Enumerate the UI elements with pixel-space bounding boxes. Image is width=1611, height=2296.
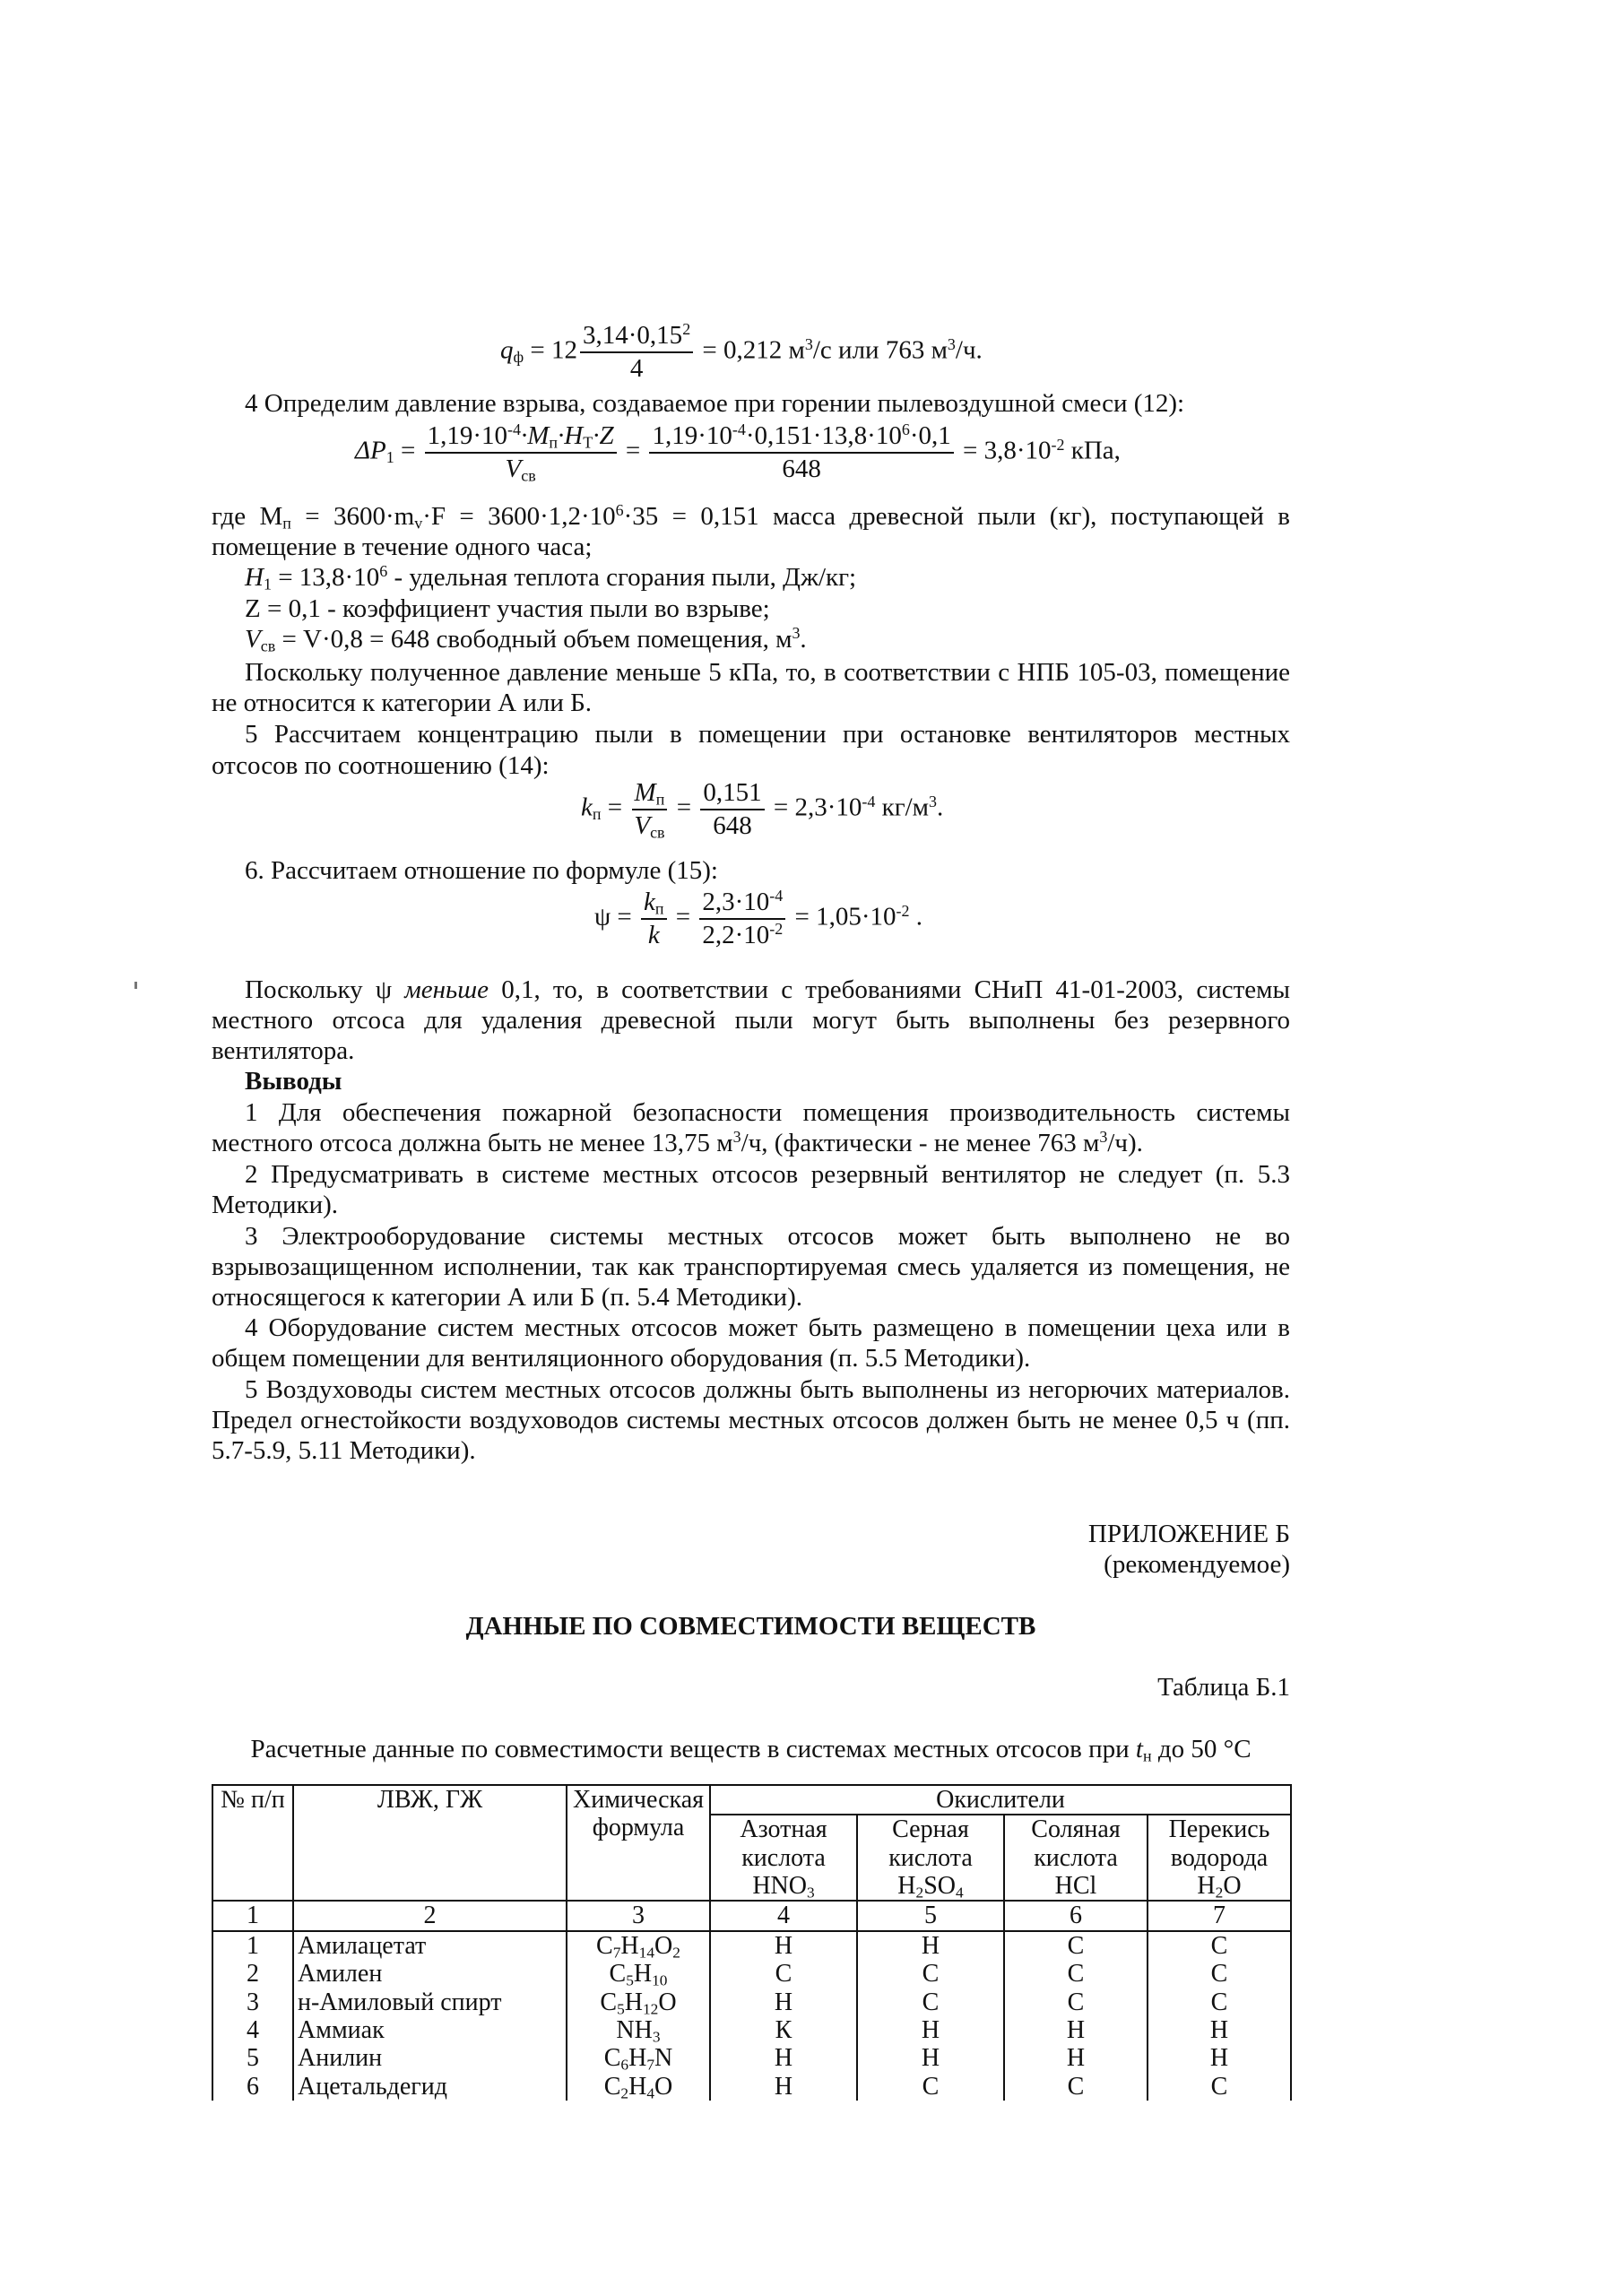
chemical-formula: $C_5H_{10}$	[567, 1960, 710, 1988]
row-number: 5	[212, 2044, 293, 2072]
fraction: $\frac{M_п}{V_{св}}$	[631, 778, 667, 841]
chemical-formula: $NH_3$	[567, 2016, 710, 2044]
col-number: 3	[567, 1901, 710, 1930]
compat-sulfuric: Н	[857, 2044, 1004, 2072]
compatibility-table	[212, 1784, 1292, 2101]
compat-peroxide: Н	[1148, 2044, 1291, 2072]
step-4-text: 4 Определим давление взрыва, создаваемое при горении пылевоздушной смеси (12):	[245, 389, 1185, 418]
chemical-formula: $C_2H_4O$	[567, 2073, 710, 2101]
header-hydrochloric-acid: Соляная кислота HCl	[1004, 1815, 1148, 1901]
compat-peroxide: С	[1148, 1960, 1291, 1988]
conclusion-3-line-3: относящегося к категории А или Б (п. 5.4 Методики).	[212, 1283, 802, 1312]
header-number: № п/п	[212, 1785, 293, 1901]
substance-name: Амилен	[293, 1960, 567, 1988]
eq-unit: /с или 763 м	[812, 335, 948, 365]
where-line-3: $H_1 = 13,8\cdot 10^6$ - удельная теплота сгорания пыли, Дж/кг;	[245, 562, 857, 593]
eq-coefficient: = 12	[530, 335, 578, 365]
equation-flow-rate: $q_ф = 12$ $\frac{3,14\cdot 0,15^2}{4}$ = 0,212 $м^3/с$ или 763 $м^3/ч$.	[500, 320, 983, 384]
conclusion-2-line-1: 2 Предусматривать в системе местных отсосов резервный вентилятор не следует (п. 5.3	[245, 1160, 1290, 1189]
compat-nitric: Н	[710, 1988, 857, 2016]
conclusion-5-line-1: 5 Воздуховоды систем местных отсосов должны быть выполнены из негорючих материалов.	[245, 1375, 1290, 1404]
fraction: $\frac{0,151}{648}$	[700, 778, 764, 841]
paragraph-since-1-line-2: не относится к категории А или Б.	[212, 689, 593, 717]
appendix-title: ПРИЛОЖЕНИЕ Б	[1087, 1520, 1290, 1548]
conclusion-1-line-1: 1 Для обеспечения пожарной безопасности помещения производительность системы	[245, 1098, 1290, 1127]
compat-nitric: С	[710, 1960, 857, 1988]
table-row	[212, 1960, 1291, 1988]
paragraph-since-1-line-1: Поскольку полученное давление меньше 5 кПа, то, в соответствии с НПБ 105-03, помещение	[245, 658, 1290, 687]
col-number: 7	[1148, 1901, 1291, 1930]
conclusions-heading: Выводы	[245, 1067, 342, 1096]
eq-result: = 0,212 м	[702, 335, 805, 365]
row-number: 6	[212, 2073, 293, 2101]
header-liquid: ЛВЖ, ГЖ	[293, 1785, 567, 1901]
fraction	[580, 321, 693, 384]
col-number: 1	[212, 1901, 293, 1930]
table-row	[212, 1931, 1291, 1960]
paragraph-since-2-line-2: местного отсоса для удаления древесной пыли могут быть выполнены без резервного	[212, 1006, 1290, 1035]
equation-pressure: $\Delta P_1$ = $\frac{1,19\cdot 10^{-4}\cdot M_п\cdot H_T\cdot Z}{V_{св}}$ = $\frac{1,19\cdot 10^{-4}\cdot 0,151\cdot 13,8\cdot 10^6\cdot 0,1}{648}$ = $3,8\cdot 10^{-2}$ кПа,	[355, 420, 1121, 485]
eq-symbol: q	[500, 335, 514, 365]
compat-hydrochloric: С	[1004, 2073, 1148, 2101]
compat-sulfuric: Н	[857, 1931, 1004, 1960]
compat-sulfuric: Н	[857, 2016, 1004, 2044]
eq-subscript: ф	[513, 348, 524, 367]
substance-name: Аммиак	[293, 2016, 567, 2044]
step-5-line-1: 5 Рассчитаем концентрацию пыли в помещении при остановке вентиляторов местных	[245, 720, 1290, 749]
compat-peroxide: Н	[1148, 2016, 1291, 2044]
header-oxidizers: Окислители	[710, 1785, 1291, 1815]
col-number: 6	[1004, 1901, 1148, 1930]
row-number: 1	[212, 1931, 293, 1960]
conclusion-4-line-2: общем помещении для вентиляционного оборудования (п. 5.5 Методики).	[212, 1344, 1031, 1373]
paragraph-since-2-line-3: вентилятора.	[212, 1036, 355, 1065]
fraction: $\frac{2,3\cdot 10^{-4}}{2,2\cdot 10^{-2}}$	[699, 888, 785, 950]
header-formula: Химическая формула	[567, 1785, 710, 1901]
col-number: 5	[857, 1901, 1004, 1930]
scan-speck	[134, 982, 137, 989]
where-line-1: где $M_п = 3600\cdot m_v\cdot F = 3600\cdot 1,2\cdot 10^6\cdot 35 = 0,151$ масса древесной пыли (кг), поступающей в	[212, 501, 1290, 533]
table-column-numbers	[212, 1901, 1291, 1930]
substance-name: н-Амиловый спирт	[293, 1988, 567, 2016]
compat-peroxide: С	[1148, 1988, 1291, 2016]
fraction-denominator: 4	[629, 354, 644, 384]
section-title: ДАННЫЕ ПО СОВМЕСТИМОСТИ ВЕЩЕСТВ	[465, 1612, 1036, 1641]
compat-hydrochloric: С	[1004, 1988, 1148, 2016]
equation-ratio: ψ = $\frac{k_п}{k}$ = $\frac{2,3\cdot 10^{-4}}{2,2\cdot 10^{-2}}$ = $1,05\cdot 10^{-2}$ .	[594, 887, 922, 950]
conclusion-1-line-2: местного отсоса должна быть не менее 13,75 $м^3/ч$, (фактически - не менее 763 $м^3/ч$).	[212, 1128, 1143, 1157]
conclusion-2-line-2: Методики).	[212, 1191, 339, 1219]
compat-sulfuric: С	[857, 1960, 1004, 1988]
conclusion-4-line-1: 4 Оборудование систем местных отсосов может быть размещено в помещении цеха или в	[245, 1313, 1290, 1342]
chemical-formula: $C_5H_{12}O$	[567, 1988, 710, 2016]
conclusion-5-line-3: 5.7-5.9, 5.11 Методики).	[212, 1436, 476, 1465]
compat-peroxide: С	[1148, 2073, 1291, 2101]
col-number: 4	[710, 1901, 857, 1930]
row-number: 4	[212, 2016, 293, 2044]
fraction: $\frac{1,19\cdot 10^{-4}\cdot M_п\cdot H_T\cdot Z}{V_{св}}$	[425, 421, 617, 484]
header-hydrogen-peroxide: Перекись водорода $H_2O$	[1148, 1815, 1291, 1901]
table-row	[212, 2073, 1291, 2101]
compat-hydrochloric: С	[1004, 1960, 1148, 1988]
document-page	[212, 0, 1290, 2296]
fraction-numerator: $3,14\cdot 0,15^2$	[580, 321, 693, 353]
substance-name: Анилин	[293, 2044, 567, 2072]
row-number: 2	[212, 1960, 293, 1988]
chemical-formula: $C_6H_7N$	[567, 2044, 710, 2072]
step-6-text: 6. Рассчитаем отношение по формуле (15):	[245, 856, 718, 885]
conclusion-5-line-2: Предел огнестойкости воздуховодов системы местных отсосов должен быть не менее 0,5 ч (пп.	[212, 1406, 1290, 1434]
col-number: 2	[293, 1901, 567, 1930]
table-header-row-1	[212, 1785, 1291, 1815]
conclusion-3-line-2: взрывозащищенном исполнении, так как транспортируемая смесь удаляется из помещения, не	[212, 1252, 1290, 1281]
conclusion-3-line-1: 3 Электрооборудование системы местных отсосов может быть выполнено не во	[245, 1222, 1290, 1251]
paragraph-since-2-line-1: Поскольку ψ меньше 0,1, то, в соответствии с требованиями СНиП 41-01-2003, системы	[245, 975, 1290, 1004]
table-body	[212, 1931, 1291, 2101]
compat-sulfuric: С	[857, 2073, 1004, 2101]
compat-hydrochloric: Н	[1004, 2016, 1148, 2044]
step-5-line-2: отсосов по соотношению (14):	[212, 751, 550, 780]
appendix-note: (рекомендуемое)	[1104, 1550, 1290, 1579]
fraction: $\frac{k_п}{k}$	[641, 888, 667, 950]
fraction: $\frac{1,19\cdot 10^{-4}\cdot 0,151\cdot 13,8\cdot 10^6\cdot 0,1}{648}$	[649, 421, 953, 484]
where-line-4: Z = 0,1 - коэффициент участия пыли во взрыве;	[245, 594, 770, 623]
table-caption: Расчетные данные по совместимости веществ в системах местных отсосов при $t_н$ до 50 °С	[250, 1735, 1252, 1765]
where-line-5: $V_{св} = V\cdot 0,8 = 648$ свободный объем помещения, $м^3$.	[245, 624, 807, 655]
compat-nitric: Н	[710, 2073, 857, 2101]
compat-hydrochloric: С	[1004, 1931, 1148, 1960]
substance-name: Ацетальдегид	[293, 2073, 567, 2101]
substance-name: Амилацетат	[293, 1931, 567, 1960]
compat-nitric: К	[710, 2016, 857, 2044]
compat-sulfuric: С	[857, 1988, 1004, 2016]
table-row	[212, 2016, 1291, 2044]
header-sulfuric-acid: Серная кислота $H_2SO_4$	[857, 1815, 1004, 1901]
compat-peroxide: С	[1148, 1931, 1291, 1960]
table-label: Таблица Б.1	[1157, 1673, 1290, 1702]
equation-concentration: $k_п$ = $\frac{M_п}{V_{св}}$ = $\frac{0,151}{648}$ = $2,3\cdot 10^{-4}$ $кг/м^3$.	[581, 778, 944, 842]
where-line-2: помещение в течение одного часа;	[212, 533, 593, 561]
eq-result: = 3,8·10	[963, 436, 1052, 465]
row-number: 3	[212, 1988, 293, 2016]
compat-nitric: Н	[710, 2044, 857, 2072]
eq-unit-end: /ч.	[955, 335, 983, 365]
header-nitric-acid: Азотная кислота $HNO_3$	[710, 1815, 857, 1901]
table-row	[212, 2044, 1291, 2072]
chemical-formula: $C_7H_{14}O_2$	[567, 1931, 710, 1960]
compat-nitric: Н	[710, 1931, 857, 1960]
compat-hydrochloric: Н	[1004, 2044, 1148, 2072]
table-row	[212, 1988, 1291, 2016]
